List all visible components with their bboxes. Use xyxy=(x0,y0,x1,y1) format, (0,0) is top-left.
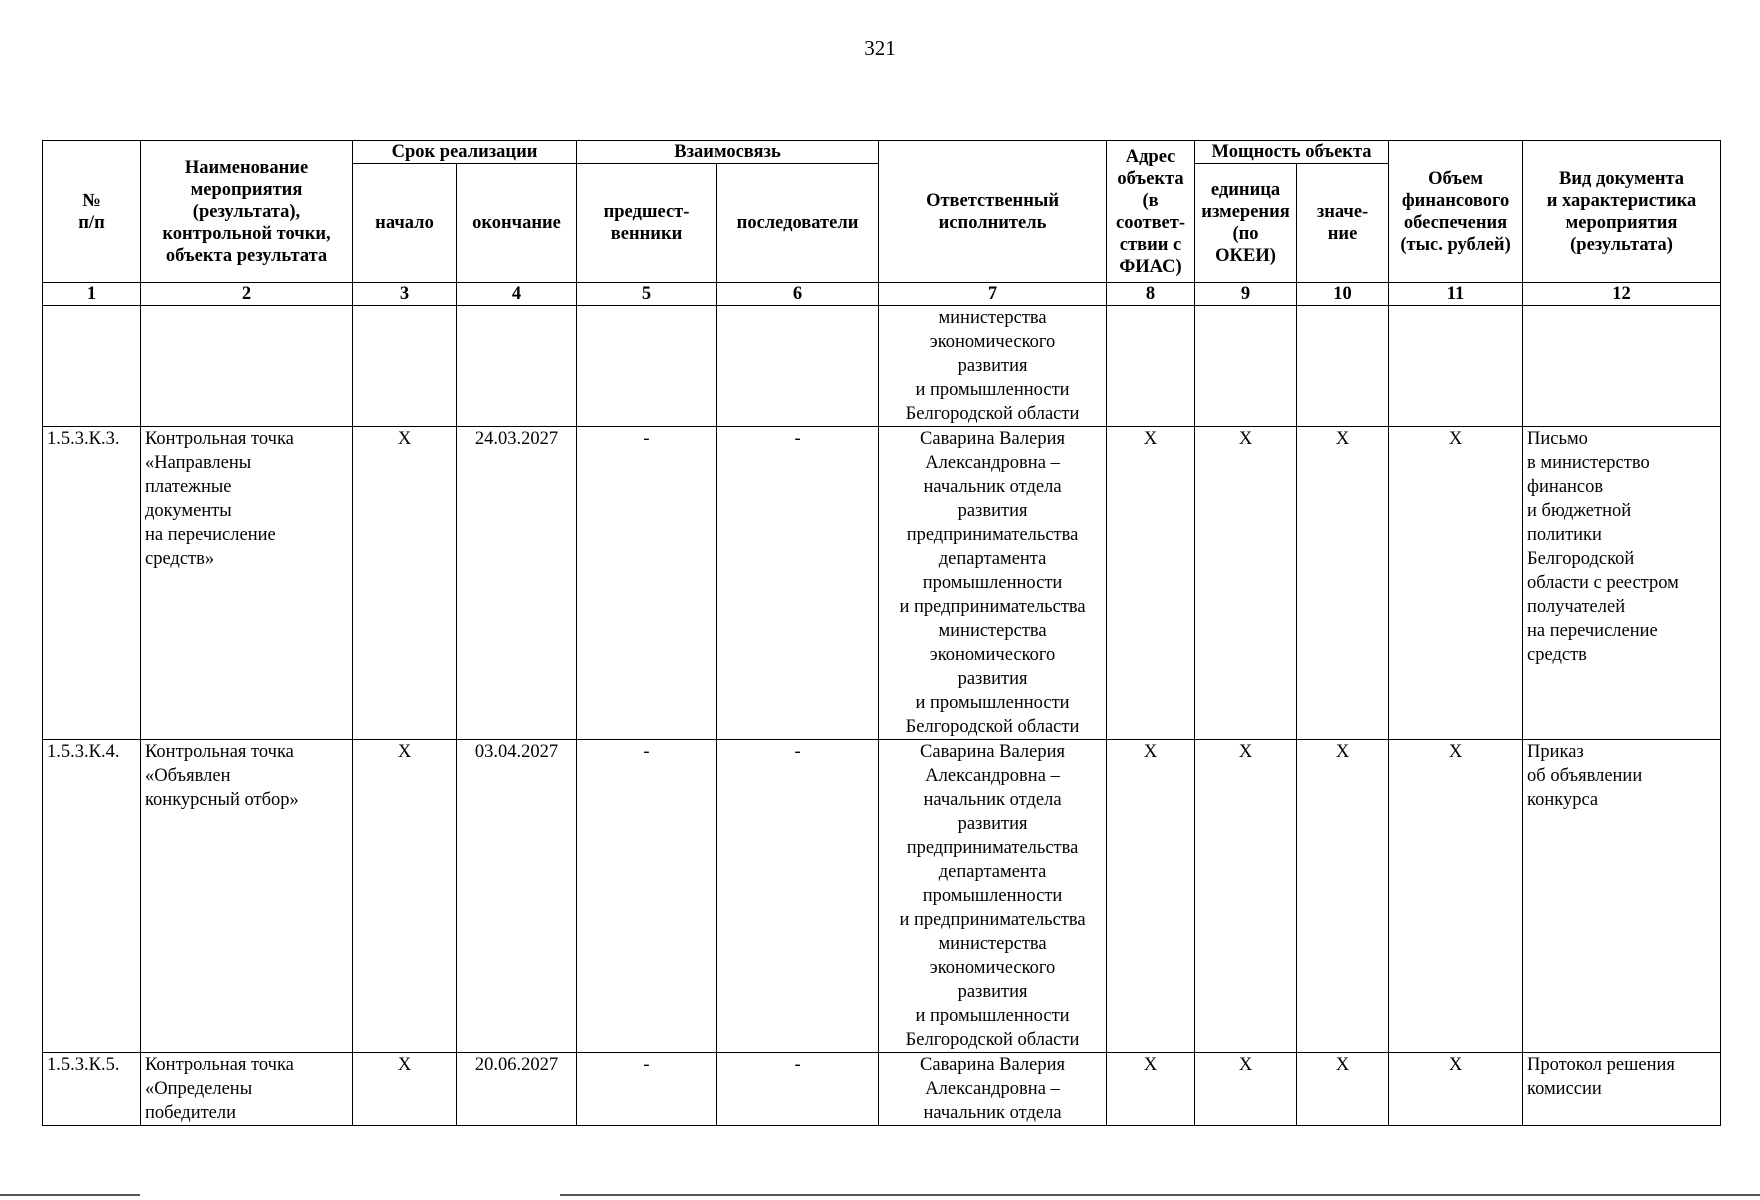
table-row xyxy=(43,1053,1721,1126)
cell-financing: X xyxy=(1389,1053,1523,1126)
cell-event-name: Контрольная точка «Определены победители xyxy=(141,1053,353,1126)
cell-financing xyxy=(1389,306,1523,427)
cell-event-name: Контрольная точка «Направлены платежные документы на перечисление средств» xyxy=(141,427,353,740)
cell-address xyxy=(1107,306,1195,427)
cell-start: X xyxy=(353,427,457,740)
cell-unit: X xyxy=(1195,740,1297,1053)
cell-predecessors: - xyxy=(577,1053,717,1126)
cell-responsible: Саварина Валерия Александровна – начальник отдела развития предпринимательства департамента промышленности и предпринимательства министерства экономического развития и промышленности Белгородской области xyxy=(879,427,1107,740)
header-event-name: Наименование мероприятия (результата), контрольной точки, объекта результата xyxy=(141,141,353,283)
cell-predecessors: - xyxy=(577,427,717,740)
cell-successors xyxy=(717,306,879,427)
cell-start: X xyxy=(353,740,457,1053)
cell-end: 20.06.2027 xyxy=(457,1053,577,1126)
cell-value xyxy=(1297,306,1389,427)
cell-start: X xyxy=(353,1053,457,1126)
cell-number: 1.5.3.К.5. xyxy=(43,1053,141,1126)
cell-document: Протокол решения комиссии xyxy=(1523,1053,1721,1126)
cell-financing: X xyxy=(1389,427,1523,740)
cell-event-name: Контрольная точка «Объявлен конкурсный отбор» xyxy=(141,740,353,1053)
cell-end xyxy=(457,306,577,427)
column-number: 3 xyxy=(353,283,457,306)
cell-predecessors: - xyxy=(577,740,717,1053)
scan-edge-line xyxy=(0,1194,140,1196)
column-number: 2 xyxy=(141,283,353,306)
cell-financing: X xyxy=(1389,740,1523,1053)
cell-unit: X xyxy=(1195,1053,1297,1126)
cell-successors: - xyxy=(717,1053,879,1126)
cell-start xyxy=(353,306,457,427)
cell-predecessors xyxy=(577,306,717,427)
column-number: 11 xyxy=(1389,283,1523,306)
cell-address: X xyxy=(1107,427,1195,740)
cell-number: 1.5.3.К.4. xyxy=(43,740,141,1053)
header-address: Адрес объекта (в соответ- ствии с ФИАС) xyxy=(1107,141,1195,283)
cell-document xyxy=(1523,306,1721,427)
column-number: 12 xyxy=(1523,283,1721,306)
header-row-groups xyxy=(43,141,1721,164)
cell-number: 1.5.3.К.3. xyxy=(43,427,141,740)
cell-end: 03.04.2027 xyxy=(457,740,577,1053)
cell-responsible: Саварина Валерия Александровна – начальник отдела развития предпринимательства департамента промышленности и предпринимательства министерства экономического развития и промышленности Белгородской области xyxy=(879,740,1107,1053)
cell-successors: - xyxy=(717,427,879,740)
header-responsible: Ответственный исполнитель xyxy=(879,141,1107,283)
table-row xyxy=(43,427,1721,740)
cell-number xyxy=(43,306,141,427)
cell-event-name xyxy=(141,306,353,427)
scan-edge-line xyxy=(560,1194,1760,1196)
column-number: 8 xyxy=(1107,283,1195,306)
cell-end: 24.03.2027 xyxy=(457,427,577,740)
column-number: 6 xyxy=(717,283,879,306)
header-start: начало xyxy=(353,164,457,283)
page-number: 321 xyxy=(864,36,896,60)
header-unit: единица измерения (по ОКЕИ) xyxy=(1195,164,1297,283)
cell-document: Письмо в министерство финансов и бюджетной политики Белгородской области с реестром получателей на перечисление средств xyxy=(1523,427,1721,740)
column-number: 9 xyxy=(1195,283,1297,306)
column-number-row xyxy=(43,283,1721,306)
cell-address: X xyxy=(1107,1053,1195,1126)
header-link-group: Взаимосвязь xyxy=(577,141,879,164)
header-value: значе- ние xyxy=(1297,164,1389,283)
cell-value: X xyxy=(1297,427,1389,740)
cell-responsible: министерства экономического развития и промышленности Белгородской области xyxy=(879,306,1107,427)
header-document: Вид документа и характеристика мероприятия (результата) xyxy=(1523,141,1721,283)
header-end: окончание xyxy=(457,164,577,283)
implementation-plan-table xyxy=(42,140,1721,1126)
column-number: 7 xyxy=(879,283,1107,306)
column-number: 10 xyxy=(1297,283,1389,306)
column-number: 4 xyxy=(457,283,577,306)
header-successors: последователи xyxy=(717,164,879,283)
cell-value: X xyxy=(1297,1053,1389,1126)
cell-successors: - xyxy=(717,740,879,1053)
cell-address: X xyxy=(1107,740,1195,1053)
cell-document: Приказ об объявлении конкурса xyxy=(1523,740,1721,1053)
table-row xyxy=(43,306,1721,427)
header-number: № п/п xyxy=(43,141,141,283)
header-term-group: Срок реализации xyxy=(353,141,577,164)
header-power-group: Мощность объекта xyxy=(1195,141,1389,164)
column-number: 5 xyxy=(577,283,717,306)
cell-responsible: Саварина Валерия Александровна – начальник отдела xyxy=(879,1053,1107,1126)
table-row xyxy=(43,740,1721,1053)
cell-value: X xyxy=(1297,740,1389,1053)
cell-unit xyxy=(1195,306,1297,427)
header-predecessors: предшест- венники xyxy=(577,164,717,283)
cell-unit: X xyxy=(1195,427,1297,740)
header-financing: Объем финансового обеспечения (тыс. рублей) xyxy=(1389,141,1523,283)
column-number: 1 xyxy=(43,283,141,306)
